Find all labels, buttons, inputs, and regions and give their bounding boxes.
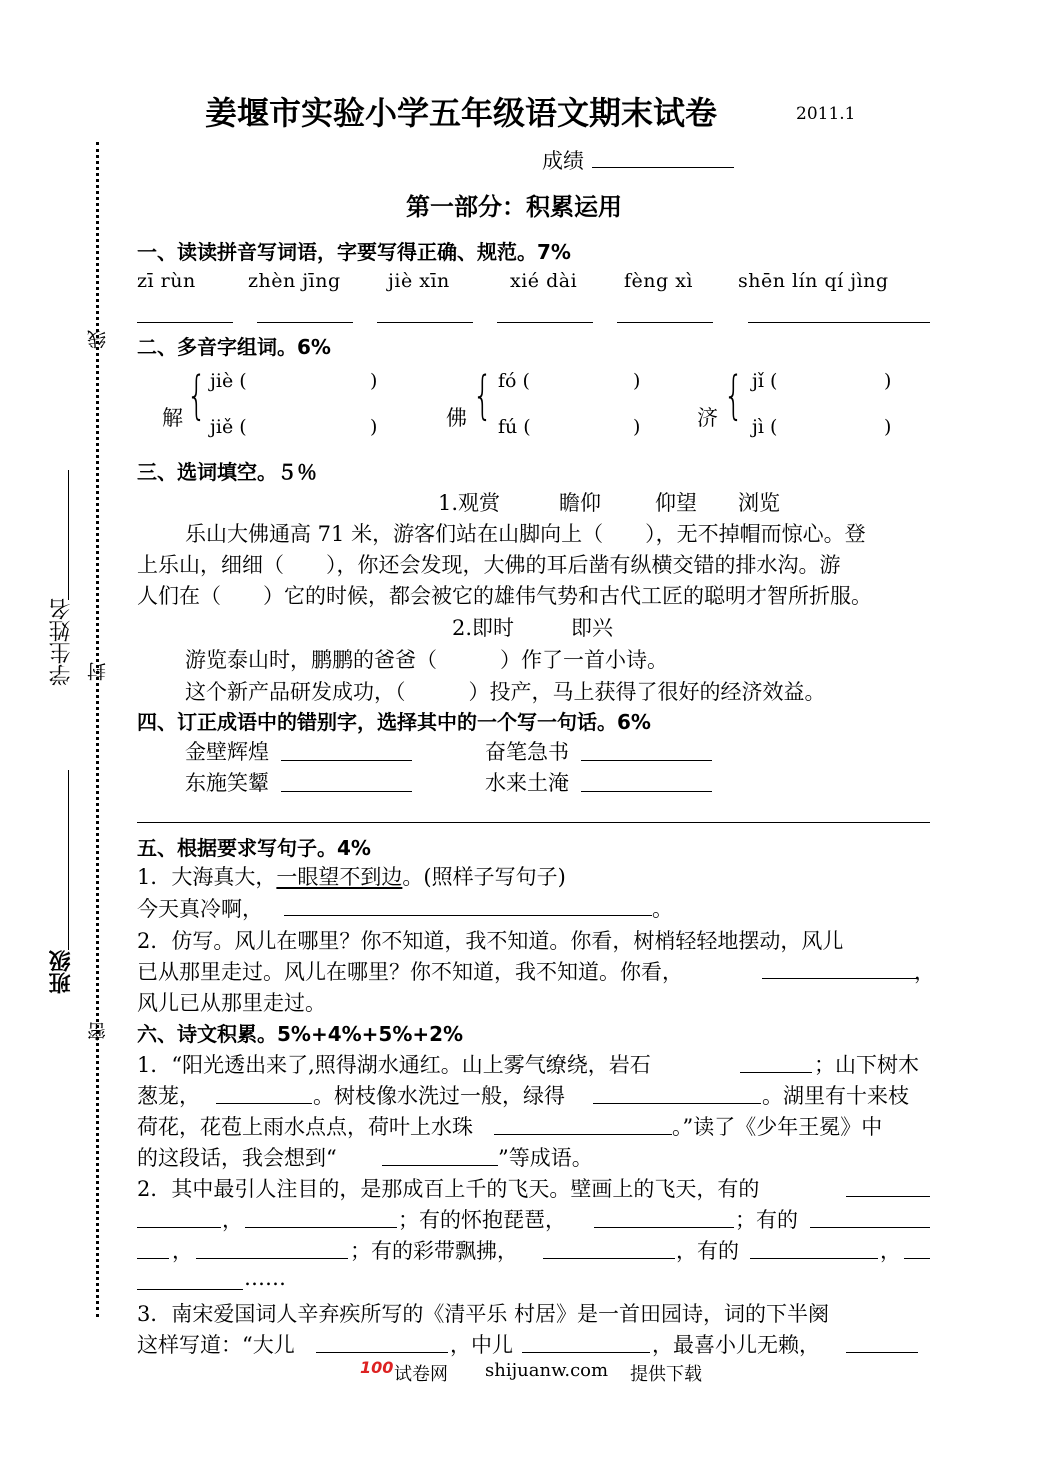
side-label-seal: 封 — [87, 662, 109, 681]
q6-p2-blank[interactable] — [750, 1258, 878, 1259]
q1-pinyin: jiè xīn — [388, 270, 450, 292]
q4-correction-line[interactable] — [581, 791, 712, 792]
q4-correction-line[interactable] — [281, 760, 412, 761]
score-field[interactable] — [592, 167, 734, 168]
q2-reading: jiè ( — [210, 370, 247, 392]
binding-dotted-line — [96, 142, 99, 1317]
q6-p1-text: ；山下树木 — [814, 1053, 919, 1077]
brace-icon: { — [472, 366, 493, 426]
q5-heading: 五、根据要求写句子。4% — [137, 836, 371, 860]
q1-pinyin: xié dài — [510, 270, 578, 292]
q6-p2-blank[interactable] — [245, 1227, 397, 1228]
q5-s1-end: 。 — [652, 897, 673, 921]
q4-correction-line[interactable] — [281, 791, 412, 792]
class-line — [68, 770, 69, 950]
q4-idiom: 水来土淹 — [485, 771, 569, 795]
side-label-line: 线 — [87, 330, 109, 349]
q4-sentence-line[interactable] — [137, 822, 930, 823]
q2-reading: jǐ ( — [752, 370, 778, 392]
q2-close-paren: ) — [884, 370, 892, 392]
q1-answer-line[interactable] — [617, 322, 713, 323]
q5-s2-line: 2．仿写。风儿在哪里？你不知道，我不知道。你看，树梢轻轻地摆动，风儿 — [137, 929, 844, 953]
q1-pinyin: fèng xì — [624, 270, 694, 292]
q6-p2-text: ；有的怀抱琵琶， — [398, 1208, 566, 1232]
student-name-line — [68, 470, 69, 600]
q2-reading: jì ( — [752, 416, 778, 438]
q5-s1-underlined: 一眼望不到边 — [276, 865, 403, 889]
q1-answer-line[interactable] — [257, 322, 353, 323]
footer-url[interactable]: shijuanw.com — [485, 1360, 609, 1381]
score-label: 成绩 — [542, 149, 584, 173]
q3-word-option: 仰望 — [655, 491, 697, 515]
q3-word-option: 2.即时 — [452, 616, 515, 640]
q2-reading: fó ( — [498, 370, 530, 392]
q6-p1-text: 的这段话，我会想到“ — [137, 1146, 337, 1170]
q6-p2-blank[interactable] — [543, 1258, 675, 1259]
brace-icon: { — [723, 366, 744, 426]
q4-correction-line[interactable] — [581, 760, 712, 761]
q2-close-paren: ) — [370, 370, 378, 392]
q1-answer-line[interactable] — [377, 322, 473, 323]
q6-p2-ellipsis: …… — [244, 1266, 286, 1290]
exam-date: 2011.1 — [796, 104, 856, 124]
q6-p2-blank[interactable] — [810, 1227, 930, 1228]
q6-p1-blank[interactable] — [494, 1134, 672, 1135]
footer-note: 提供下载 — [630, 1364, 702, 1385]
q3-word-option: 1.观赏 — [438, 491, 501, 515]
q5-s1-instruction: 。(照样子写句子) — [402, 865, 566, 889]
q6-p3-text: ，中儿 — [450, 1333, 513, 1357]
q6-p2-text: ， — [222, 1208, 243, 1232]
q3-sentence: 游览泰山时，鹏鹏的爸爸（ ）作了一首小诗。 — [185, 648, 668, 672]
q6-p2-blank[interactable] — [846, 1196, 930, 1197]
q6-heading: 六、诗文积累。5%+4%+5%+2% — [137, 1022, 464, 1046]
q6-p1-text: 。树枝像水洗过一般，绿得 — [313, 1084, 565, 1108]
q6-p1-text: 葱茏， — [137, 1084, 200, 1108]
q2-char: 解 — [162, 406, 183, 430]
q3-sentence: 这个新产品研发成功，（ ）投产，马上获得了很好的经济效益。 — [185, 680, 826, 704]
q6-p1-text: 荷花，花苞上雨水点点，荷叶上水珠 — [137, 1115, 473, 1139]
q2-close-paren: ) — [370, 416, 378, 438]
q5-s1-answer-line[interactable] — [284, 915, 652, 916]
q3-paragraph-line: 上乐山，细细（ ），你还会发现，大佛的耳后凿有纵横交错的排水沟。游 — [137, 553, 841, 577]
q4-idiom: 金壁辉煌 — [185, 740, 269, 764]
q3-paragraph-line: 乐山大佛通高 71 米，游客们站在山脚向上（ ），无不掉帽而惊心。登 — [185, 522, 866, 546]
q6-p3-text: 这样写道：“大儿 — [137, 1333, 295, 1357]
q6-p2-blank[interactable] — [904, 1258, 930, 1259]
q2-reading: jiě ( — [210, 416, 247, 438]
q6-p2-text: ；有的 — [735, 1208, 798, 1232]
q6-p3-blank[interactable] — [522, 1352, 650, 1353]
q3-paragraph-line: 人们在（ ）它的时候，都会被它的雄伟气势和古代工匠的聪明才智所折服。 — [137, 584, 872, 608]
side-student-name: 学生姓名 — [49, 598, 74, 686]
q3-word-option: 瞻仰 — [559, 491, 601, 515]
q6-p2-text: ；有的彩带飘拂， — [350, 1239, 518, 1263]
q6-p2-blank[interactable] — [594, 1227, 734, 1228]
q6-p3-blank[interactable] — [846, 1352, 918, 1353]
q1-pinyin: shēn lín qí jìng — [738, 270, 889, 292]
q6-p2-blank[interactable] — [137, 1258, 169, 1259]
q1-pinyin: zī rùn — [137, 270, 196, 292]
q4-heading: 四、订正成语中的错别字，选择其中的一个写一句话。6% — [137, 710, 651, 734]
footer-site-name: 试卷网 — [394, 1364, 448, 1385]
q2-char: 佛 — [446, 406, 467, 430]
q6-p3-blank[interactable] — [316, 1352, 448, 1353]
q6-p2-blank[interactable] — [137, 1289, 243, 1290]
q6-p1-blank[interactable] — [593, 1103, 761, 1104]
q3-word-option: 即兴 — [571, 616, 613, 640]
q1-answer-line[interactable] — [137, 322, 233, 323]
side-label-close: 密 — [87, 1022, 109, 1041]
q2-close-paren: ) — [633, 416, 641, 438]
side-class: 班级 — [49, 950, 74, 994]
q6-p2-blank[interactable] — [137, 1227, 221, 1228]
q2-close-paren: ) — [884, 416, 892, 438]
q6-p2-blank[interactable] — [196, 1258, 348, 1259]
q1-answer-line[interactable] — [497, 322, 593, 323]
q6-p1-blank[interactable] — [740, 1072, 812, 1073]
q6-p2-text: 2．其中最引人注目的，是那成百上千的飞天。壁画上的飞天，有的 — [137, 1177, 760, 1201]
q1-heading: 一、读读拼音写词语，字要写得正确、规范。7% — [137, 240, 571, 264]
q6-p2-text: ，有的 — [676, 1239, 739, 1263]
q2-char: 济 — [697, 406, 718, 430]
q6-p1-blank[interactable] — [382, 1165, 498, 1166]
brace-icon: { — [186, 366, 207, 426]
site-logo: 100 — [360, 1358, 394, 1377]
q6-p1-text: 。”读了《少年王冕》中 — [672, 1115, 883, 1139]
q4-idiom: 东施笑颦 — [185, 771, 269, 795]
q6-p3-text: ，最喜小儿无赖， — [652, 1333, 820, 1357]
q6-p1-text: 1．“阳光透出来了,照得湖水通红。山上雾气缭绕，岩石 — [137, 1053, 651, 1077]
q3-word-option: 浏览 — [738, 491, 780, 515]
q6-p1-text: 。湖里有十来枝 — [762, 1084, 909, 1108]
q6-p2-text: ， — [880, 1239, 901, 1263]
q5-s2-line: 风儿已从那里走过。 — [137, 991, 326, 1015]
page-title: 姜堰市实验小学五年级语文期末试卷 — [205, 94, 718, 132]
q3-heading: 三、选词填空。５％ — [137, 460, 317, 484]
part-title: 第一部分：积累运用 — [406, 193, 622, 221]
q2-reading: fú ( — [498, 416, 531, 438]
q2-heading: 二、多音字组词。6% — [137, 335, 331, 359]
q1-pinyin: zhèn jīng — [248, 270, 341, 292]
q6-p2-text: ， — [172, 1239, 193, 1263]
q6-p3-text: 3．南宋爱国词人辛弃疾所写的《清平乐 村居》是一首田园诗，词的下半阕 — [137, 1302, 830, 1326]
q6-p1-blank[interactable] — [216, 1103, 312, 1104]
q5-s2-line: 已从那里走过。风儿在哪里？你不知道，我不知道。你看， — [137, 960, 683, 984]
q5-s2-answer-line[interactable] — [762, 978, 918, 979]
q2-close-paren: ) — [633, 370, 641, 392]
q1-answer-line[interactable] — [748, 322, 930, 323]
q5-s1-text: 1．大海真大， — [137, 865, 277, 889]
q5-s1-prompt: 今天真冷啊， — [137, 897, 263, 921]
q5-s2-comma: ， — [914, 960, 935, 984]
q6-p1-text: ”等成语。 — [498, 1146, 593, 1170]
q4-idiom: 奋笔急书 — [485, 740, 569, 764]
